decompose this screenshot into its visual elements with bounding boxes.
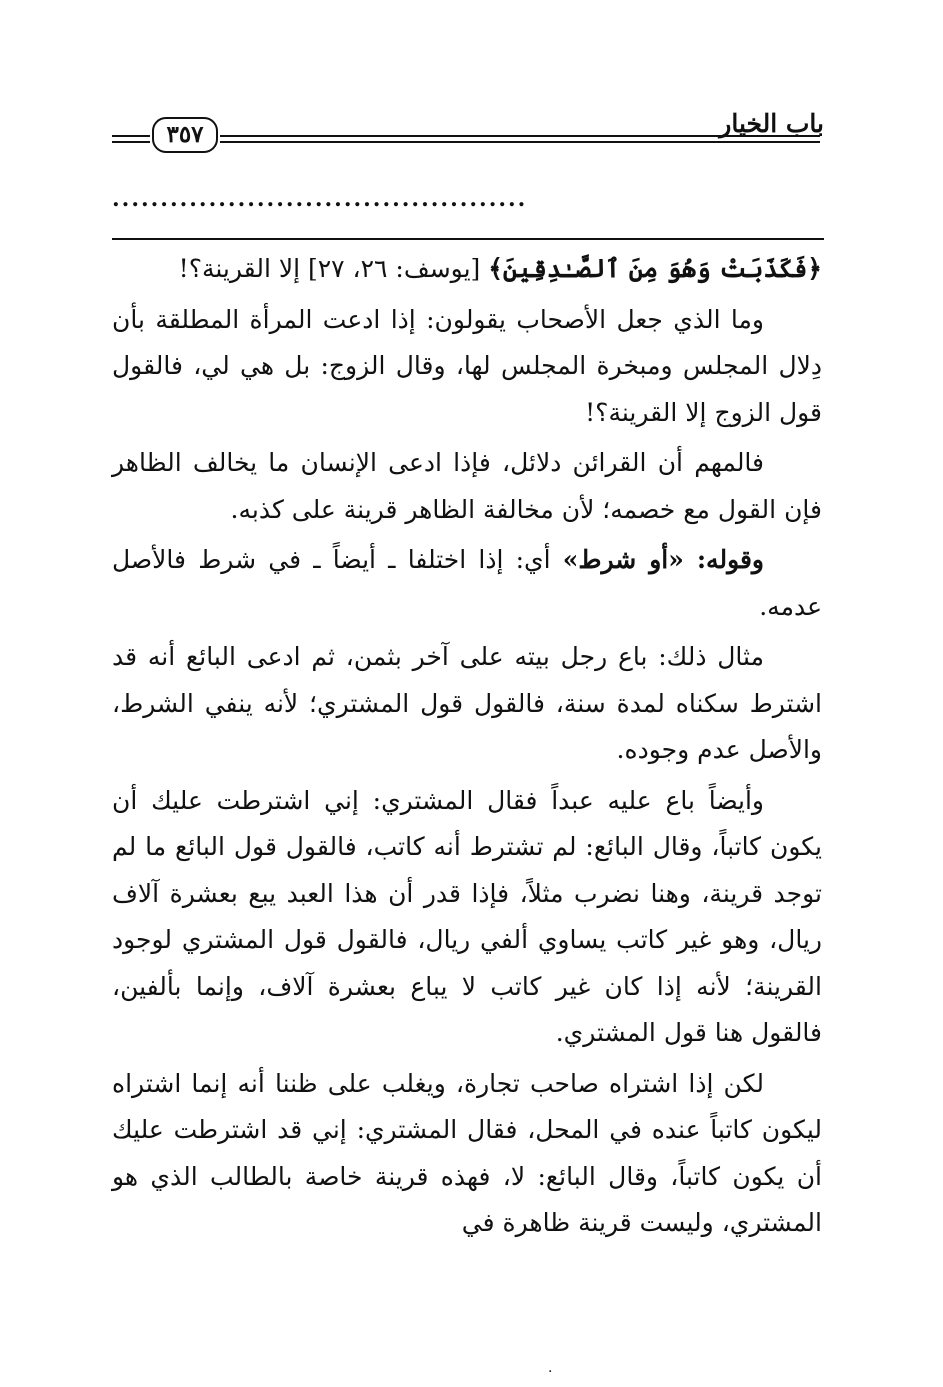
paragraph: [112, 537, 822, 630]
chapter-title: باب الخيار: [719, 109, 824, 138]
quran-verse: ﴿فَكَذَبَتْ وَهُوَ مِنَ ٱلصَّـٰدِقِينَ﴾: [488, 254, 822, 283]
paragraph: وأيضاً باع عليه عبداً فقال المشتري: إني اشترطت عليك أن يكون كاتباً، وقال البائع: لم تشترط أنه كاتب، فالقول قول البائع ما لم توجد قرينة، وهنا نضرب مثلاً، فإذا قدر أن هذا العبد يبع بعشرة آلاف ريال، وهو غير كاتب يساوي ألفي ريال، فالقول قول المشتري لوجود القرينة؛ لأنه إذا كان غير كاتب لا يباع بعشرة آلاف، وإنما بألفين، فالقول هنا قول المشتري.: [112, 785, 822, 1047]
verse-reference: [يوسف: ٢٦، ٢٧] إلا القرينة؟!: [178, 254, 489, 283]
matn-quote: وقوله: «أو شرط»: [562, 545, 765, 574]
page-number: ٣٥٧: [152, 117, 218, 153]
commentary-text: أي: إذا اختلفا ـ أيضاً ـ في شرط فالأصل عدمه.: [112, 545, 822, 621]
main-text: [112, 246, 822, 1251]
footnote-continuation: ...........................................: [112, 186, 528, 212]
paragraph: فالمهم أن القرائن دلائل، فإذا ادعى الإنسان ما يخالف الظاهر فإن القول مع خصمه؛ لأن مخالفة الظاهر قرينة على كذبه.: [112, 448, 822, 524]
footnote-separator: [112, 238, 824, 240]
page-footer-mark: ·: [548, 1364, 553, 1380]
header-rule-left: [112, 135, 150, 143]
paragraph: وما الذي جعل الأصحاب يقولون: إذا ادعت المرأة المطلقة بأن دِلال المجلس ومبخرة المجلس لها، وقال الزوج: بل هي لي، فالقول قول الزوج إلا القرينة؟!: [112, 304, 822, 427]
paragraph: لكن إذا اشتراه صاحب تجارة، ويغلب على ظننا أنه إنما اشتراه ليكون كاتباً عنده في المحل، فقال المشتري: إني قد اشترطت عليك أن يكون كاتباً، وقال البائع: لا، فهذه قرينة خاصة بالطالب الذي هو المشتري، وليست قرينة ظاهرة في: [112, 1068, 822, 1237]
paragraph: مثال ذلك: باع رجل بيته على آخر بثمن، ثم ادعى البائع أنه قد اشترط سكناه لمدة سنة، فالقول قول المشتري؛ لأنه ينفي الشرط، والأصل عدم وجوده.: [112, 642, 822, 764]
running-header: [112, 105, 824, 161]
paragraph: [112, 246, 822, 293]
